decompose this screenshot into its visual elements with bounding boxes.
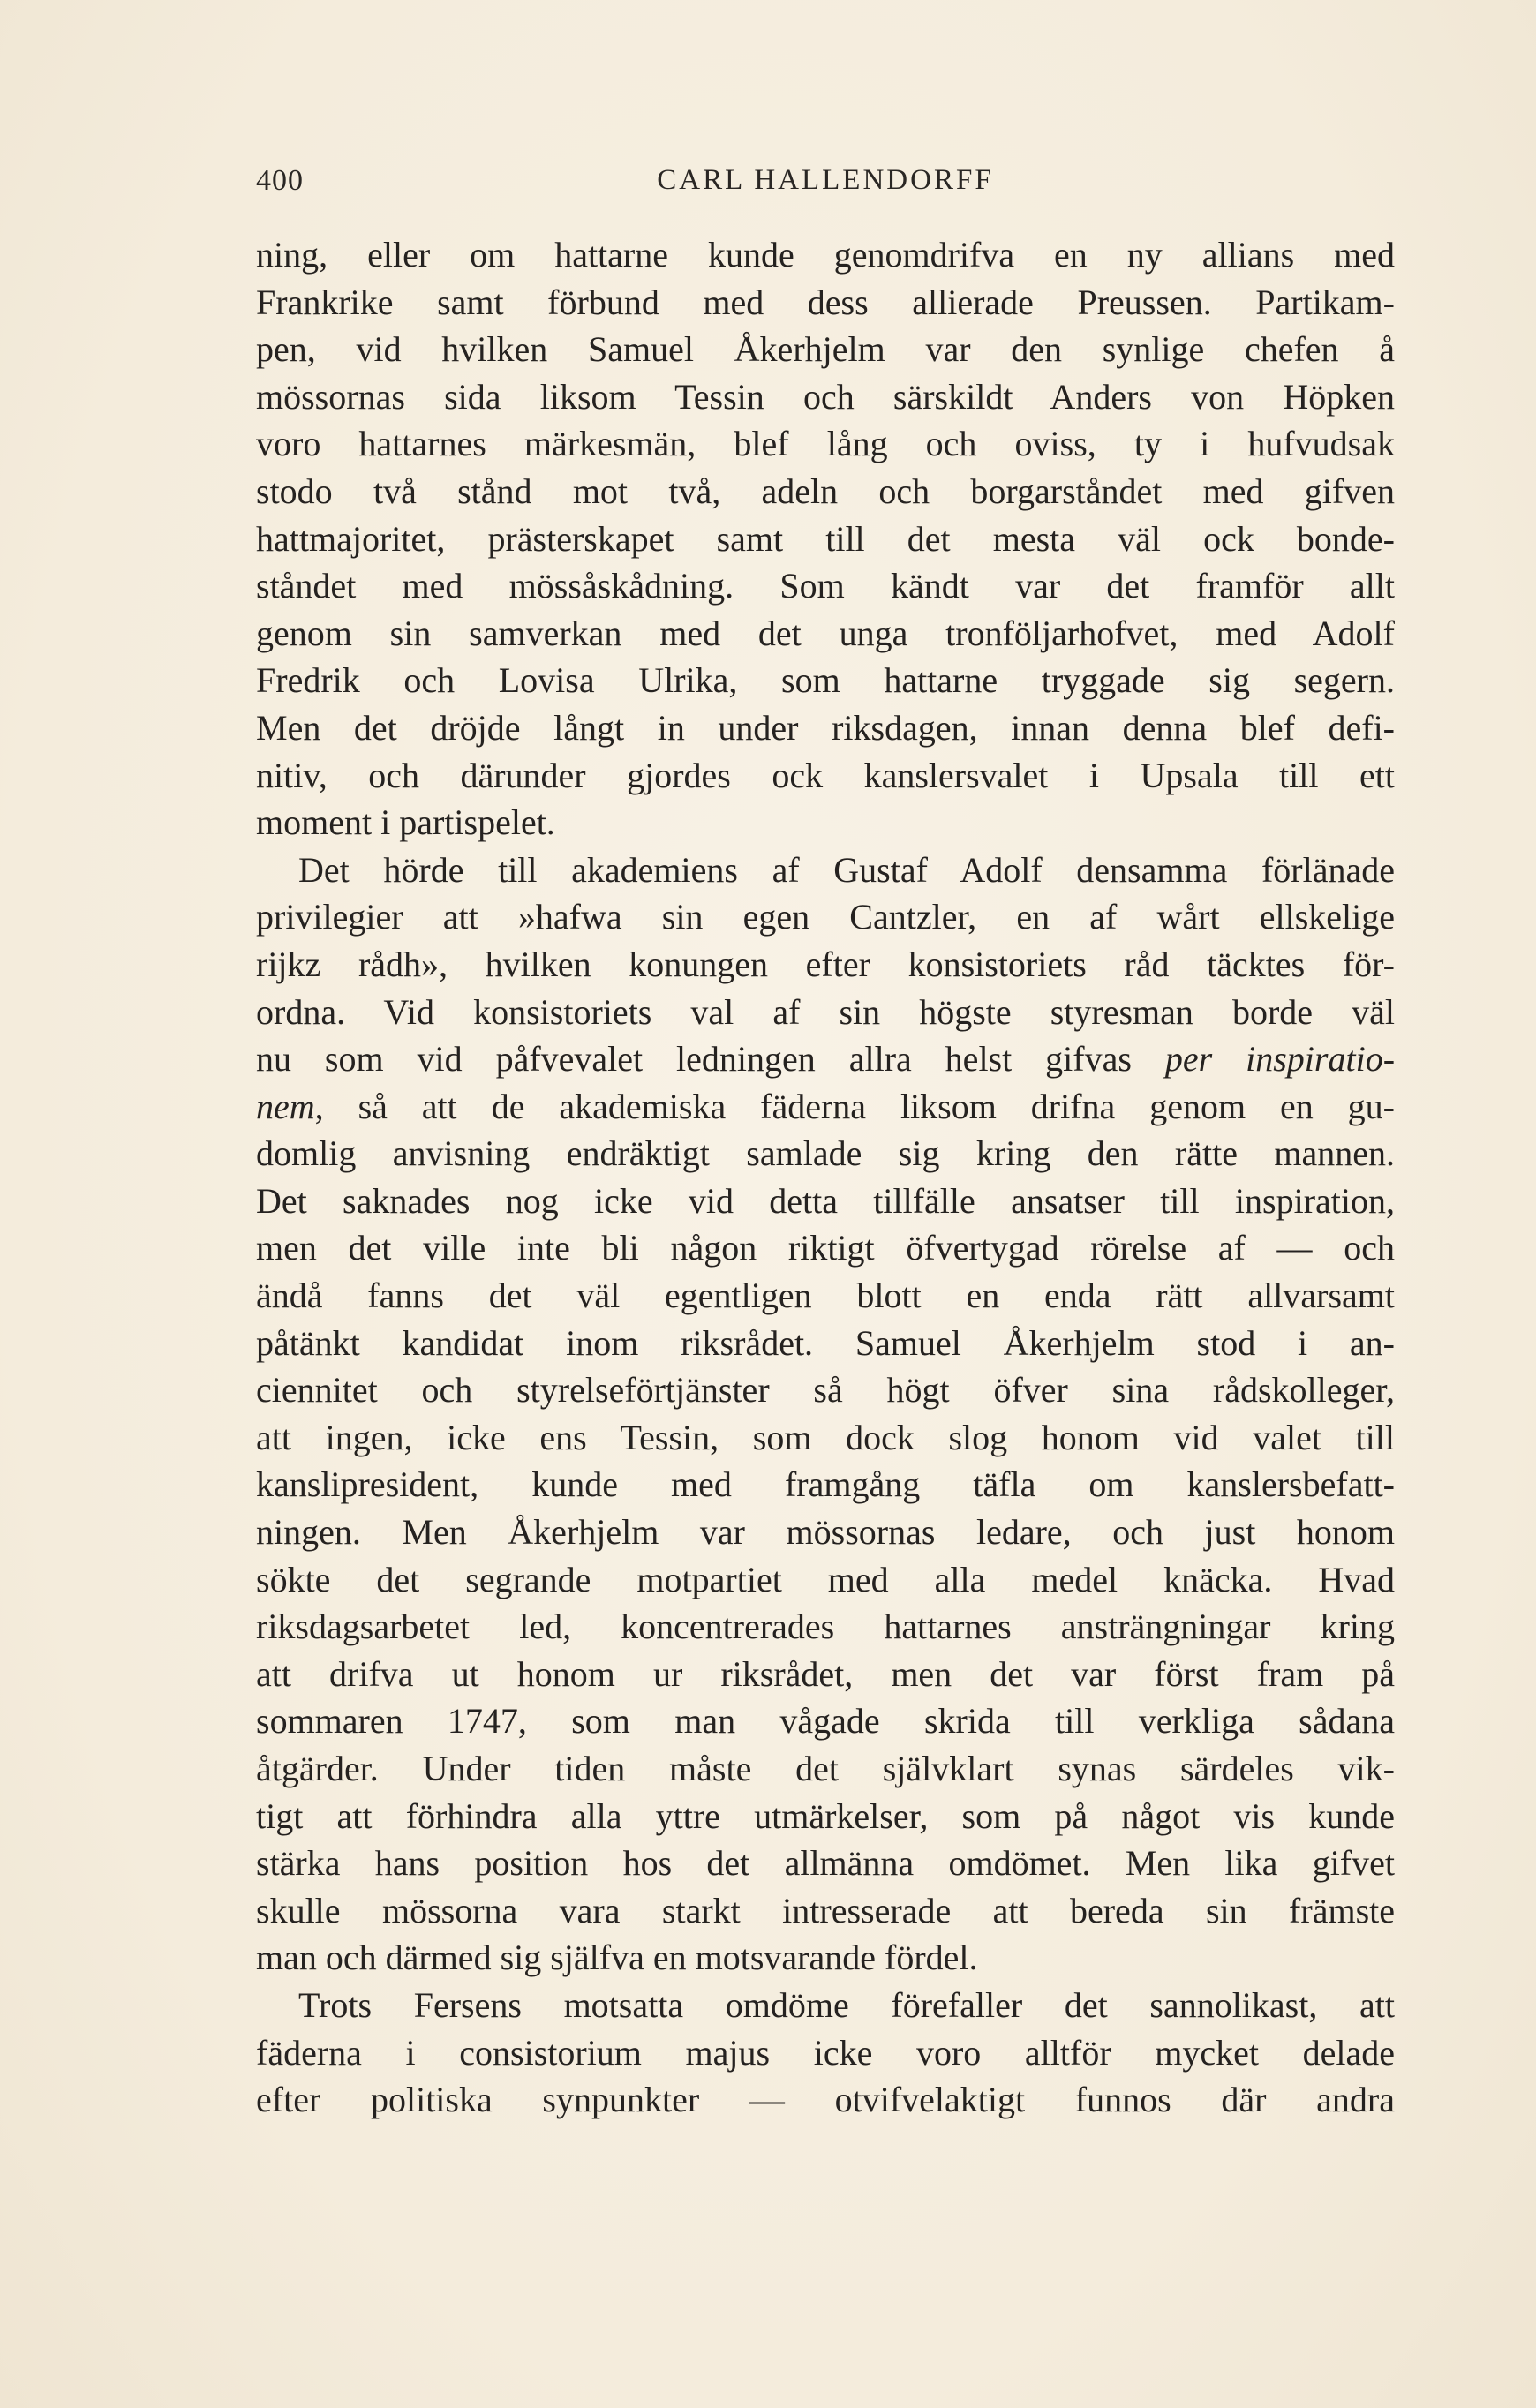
text-line: att ingen, icke ens Tessin, som dock slog honom vid valet till [256,1417,1395,1457]
text-segment: nu som vid påfvevalet ledningen allra helst gifvas [256,1039,1132,1080]
text-segment: , så att de akademiska fäderna liksom drifna genom en gu- [314,1086,1395,1126]
text-line: privilegier att »hafwa sin egen Cantzler, en af wårt ellskelige [256,897,1395,937]
text-line: genom sin samverkan med det unga tronföljarhofvet, med Adolf [256,613,1395,653]
text-line: sökte det segrande motpartiet med alla medel knäcka. Hvad [256,1559,1395,1599]
text-line: riksdagsarbetet led, koncentrerades hattarnes ansträngningar kring [256,1607,1395,1647]
text-line: ning, eller om hattarne kunde genomdrifva en ny allians med [256,235,1395,275]
text-line: kanslipresident, kunde med framgång täfla om kanslersbefatt- [256,1464,1395,1505]
page-header [256,164,1395,207]
text-line: Trots Fersens motsatta omdöme förefaller det sannolikast, att [298,1984,1395,2025]
text-line: rijkz rådh», hvilken konungen efter konsistoriets råd täcktes för- [256,944,1395,984]
text-line-with-italic [256,1083,1395,1131]
text-line: hattmajoritet, prästerskapet samt till det mesta väl ock bonde- [256,518,1395,559]
text-line: Det saknades nog icke vid detta tillfälle ansatser till inspiration, [256,1180,1395,1221]
text-line: åtgärder. Under tiden måste det självklart synas särdeles vik- [256,1749,1395,1788]
text-line: ordna. Vid konsistoriets val af sin högste styresman borde väl [256,991,1395,1032]
text-line: Fredrik och Lovisa Ulrika, som hattarne tryggade sig segern. [256,660,1395,701]
text-line: ändå fanns det väl egentligen blott en enda rätt allvarsamt [256,1275,1395,1316]
text-line: men det ville inte bli någon riktigt öfvertygad rörelse af — och [256,1228,1395,1268]
text-line: Frankrike samt förbund med dess allierade Preussen. Partikam- [256,282,1395,322]
text-line: domlig anvisning endräktigt samlade sig kring den rätte mannen. [256,1133,1395,1174]
text-line: man och därmed sig själfva en motsvarande fördel. [256,1938,978,1978]
italic-phrase: per inspiratio- [1164,1039,1395,1080]
text-line: Men det dröjde långt in under riksdagen, innan denna blef defi- [256,707,1395,748]
text-line: ståndet med mössåskådning. Som kändt var det framför allt [256,566,1395,606]
text-line-with-italic [256,1035,1395,1083]
body-text [256,231,1395,2124]
text-line: nitiv, och därunder gjordes ock kanslersvalet i Upsala till ett [256,755,1395,795]
text-line: Det hörde till akademiens af Gustaf Adolf densamma förlänade [298,849,1395,890]
text-line: mössornas sida liksom Tessin och särskildt Anders von Höpken [256,376,1395,417]
text-line: tigt att förhindra alla yttre utmärkelser, som på något vis kunde [256,1795,1395,1836]
text-line: skulle mössorna vara starkt intresserade att bereda sin främste [256,1890,1395,1930]
text-line: ciennitet och styrelseförtjänster så högt öfver sina rådskolleger, [256,1370,1395,1411]
text-line: pen, vid hvilken Samuel Åkerhjelm var den synlige chefen å [256,329,1395,370]
text-line: att drifva ut honom ur riksrådet, men det var först fram på [256,1653,1395,1694]
italic-phrase-end: nem [256,1086,315,1126]
text-line: stärka hans position hos det allmänna omdömet. Men lika gifvet [256,1843,1395,1884]
text-line: stodo två stånd mot två, adeln och borgarståndet med gifven [256,470,1395,511]
text-line: ningen. Men Åkerhjelm var mössornas ledare, och just honom [256,1512,1395,1553]
page-number: 400 [256,164,304,197]
text-line: sommaren 1747, som man vågade skrida till verkliga sådana [256,1701,1395,1742]
text-line: moment i partispelet. [256,802,555,843]
running-head: CARL HALLENDORFF [657,164,994,196]
text-line: voro hattarnes märkesmän, blef lång och oviss, ty i hufvudsak [256,424,1395,464]
text-line: fäderna i consistorium majus icke voro alltför mycket delade [256,2032,1395,2073]
text-line: påtänkt kandidat inom riksrådet. Samuel Åkerhjelm stod i an- [256,1322,1395,1363]
text-line: efter politiska synpunkter — otvifvelaktigt funnos där andra [256,2080,1395,2120]
